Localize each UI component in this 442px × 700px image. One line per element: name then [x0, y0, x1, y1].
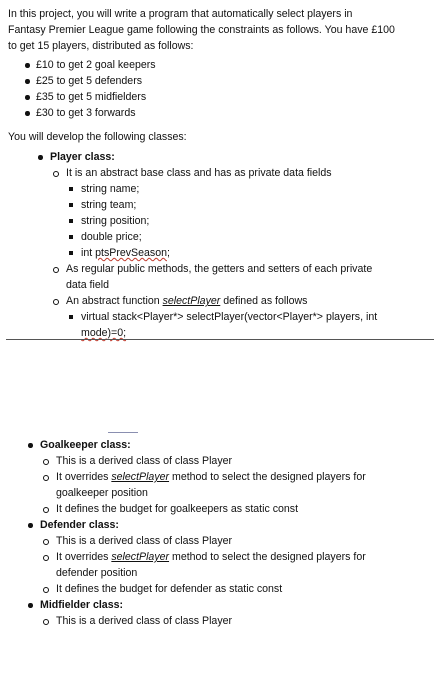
list-item: This is a derived class of class Player	[40, 453, 434, 469]
list-item: £30 to get 3 forwards	[8, 105, 434, 121]
signature-text: mode)=0;	[81, 327, 127, 339]
intro-line: In this project, you will write a program that automatically select players in	[8, 8, 353, 20]
list-item: It defines the budget for goalkeepers as static const	[40, 501, 434, 517]
class-details	[40, 613, 434, 629]
private-fields-list	[66, 181, 434, 261]
abstract-description: It is an abstract base class and has as private data fields	[66, 167, 332, 179]
page-divider	[6, 339, 434, 340]
goalkeeper-class-item	[8, 437, 434, 517]
field-item: string position;	[66, 213, 434, 229]
abstract-fn-suffix: defined as follows	[220, 295, 308, 307]
class-details	[40, 453, 434, 517]
list-item: This is a derived class of class Player	[40, 613, 434, 629]
list-item	[40, 549, 434, 581]
list-item	[40, 469, 434, 501]
override-line: defender position	[56, 567, 138, 579]
budget-distribution-list	[8, 57, 434, 121]
field-suffix: ;	[167, 247, 170, 259]
class-details	[40, 533, 434, 597]
player-class-details	[50, 165, 434, 341]
list-item: This is a derived class of class Player	[40, 533, 434, 549]
override-prefix: It overrides	[56, 471, 112, 483]
list-item: £10 to get 2 goal keepers	[8, 57, 434, 73]
override-line: goalkeeper position	[56, 487, 148, 499]
field-item	[66, 245, 434, 261]
getters-text: As regular public methods, the getters and setters of each private	[66, 263, 373, 275]
list-item: It defines the budget for defender as static const	[40, 581, 434, 597]
list-item	[50, 261, 434, 293]
list-item: £35 to get 5 midfielders	[8, 89, 434, 105]
page-mark	[108, 432, 138, 433]
abstract-fn-name: selectPlayer	[162, 295, 221, 307]
field-type: int	[81, 247, 96, 259]
override-suffix: method to select the designed players for	[169, 471, 366, 483]
class-title: Goalkeeper class:	[40, 439, 131, 451]
field-name: ptsPrevSeason	[95, 247, 167, 259]
intro-paragraph	[8, 6, 434, 54]
midfielder-class-item	[8, 597, 434, 629]
project-description	[8, 6, 434, 341]
override-fn: selectPlayer	[111, 551, 170, 563]
derived-classes	[8, 437, 434, 629]
field-item: string team;	[66, 197, 434, 213]
override-fn: selectPlayer	[111, 471, 170, 483]
field-item: string name;	[66, 181, 434, 197]
intro-line: Fantasy Premier League game following the constraints as follows. You have £100	[8, 24, 395, 36]
getters-text: data field	[66, 279, 109, 291]
class-title: Midfielder class:	[40, 599, 124, 611]
intro-line: to get 15 players, distributed as follows:	[8, 40, 194, 52]
player-class-list	[8, 149, 434, 341]
list-item: £25 to get 5 defenders	[8, 73, 434, 89]
class-title: Defender class:	[40, 519, 119, 531]
list-item	[50, 293, 434, 341]
override-suffix: method to select the designed players for	[169, 551, 366, 563]
field-item: double price;	[66, 229, 434, 245]
player-class-item	[24, 149, 434, 341]
override-prefix: It overrides	[56, 551, 112, 563]
list-item	[50, 165, 434, 261]
signature-list	[66, 309, 434, 341]
class-title: Player class:	[50, 151, 115, 163]
defender-class-item	[8, 517, 434, 597]
derived-class-list	[8, 437, 434, 629]
signature-text: virtual stack<Player*> selectPlayer(vector<Player*> players, int	[81, 311, 378, 323]
classes-intro: You will develop the following classes:	[8, 131, 187, 143]
signature-item	[66, 309, 434, 341]
abstract-fn-prefix: An abstract function	[66, 295, 163, 307]
